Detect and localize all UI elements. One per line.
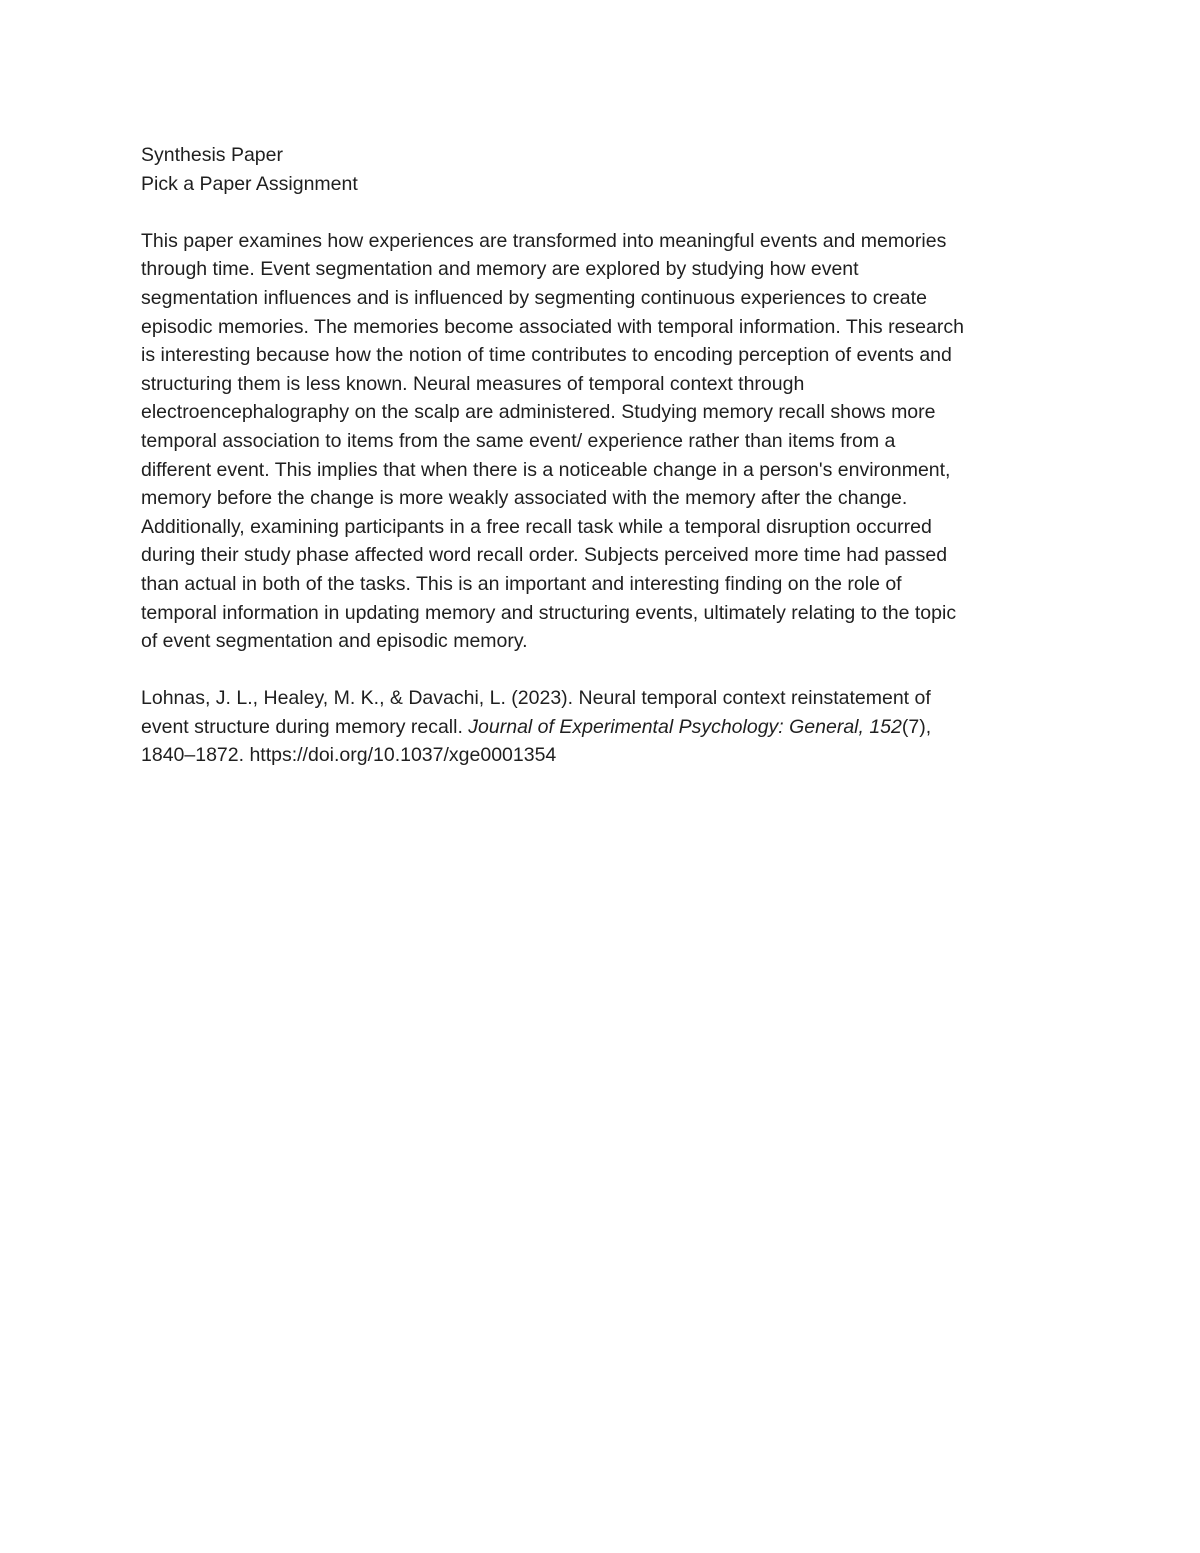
citation-title-line (141, 713, 1061, 742)
paragraph-line: episodic memories. The memories become associated with temporal information. This research (141, 315, 964, 338)
paragraph-line: electroencephalography on the scalp are administered. Studying memory recall shows more (141, 401, 936, 424)
citation-pages-doi: 1840–1872. https://doi.org/10.1037/xge0001354 (141, 744, 557, 767)
citation-issue: (7), (901, 715, 932, 738)
summary-paragraph (141, 227, 1061, 656)
paragraph-spacer (141, 198, 1061, 227)
paragraph-line: Additionally, examining participants in a free recall task while a temporal disruption occurred (141, 515, 932, 538)
paragraph-line: than actual in both of the tasks. This is an important and interesting finding on the role of (141, 572, 902, 595)
assignment-name: Pick a Paper Assignment (141, 172, 358, 195)
paragraph-line: through time. Event segmentation and memory are explored by studying how event (141, 258, 859, 281)
paragraph-line: different event. This implies that when there is a noticeable change in a person's environment, (141, 458, 951, 481)
document-text (141, 141, 1061, 770)
paragraph-line: is interesting because how the notion of time contributes to encoding perception of events and (141, 344, 952, 367)
paragraph-line: of event segmentation and episodic memory. (141, 630, 528, 653)
paragraph-line: temporal information in updating memory and structuring events, ultimately relating to the topic (141, 601, 957, 624)
document-title: Synthesis Paper (141, 144, 283, 166)
citation-authors: Lohnas, J. L., Healey, M. K., & Davachi, L. (2023). Neural temporal context reinstatement of (141, 687, 931, 710)
citation-article-title: event structure during memory recall. (141, 715, 469, 738)
paragraph-line: segmentation influences and is influenced by segmenting continuous experiences to create (141, 286, 927, 309)
paragraph-line: structuring them is less known. Neural measures of temporal context through (141, 372, 805, 395)
paragraph-spacer (141, 656, 1061, 685)
paragraph-line: This paper examines how experiences are transformed into meaningful events and memories (141, 229, 947, 252)
paragraph-line: temporal association to items from the same event/ experience rather than items from a (141, 429, 896, 452)
paragraph-line: during their study phase affected word recall order. Subjects perceived more time had passed (141, 544, 948, 567)
reference-citation (141, 684, 1061, 770)
paragraph-line: memory before the change is more weakly associated with the memory after the change. (141, 487, 908, 510)
citation-journal: Journal of Experimental Psychology: General, 152 (468, 715, 902, 738)
